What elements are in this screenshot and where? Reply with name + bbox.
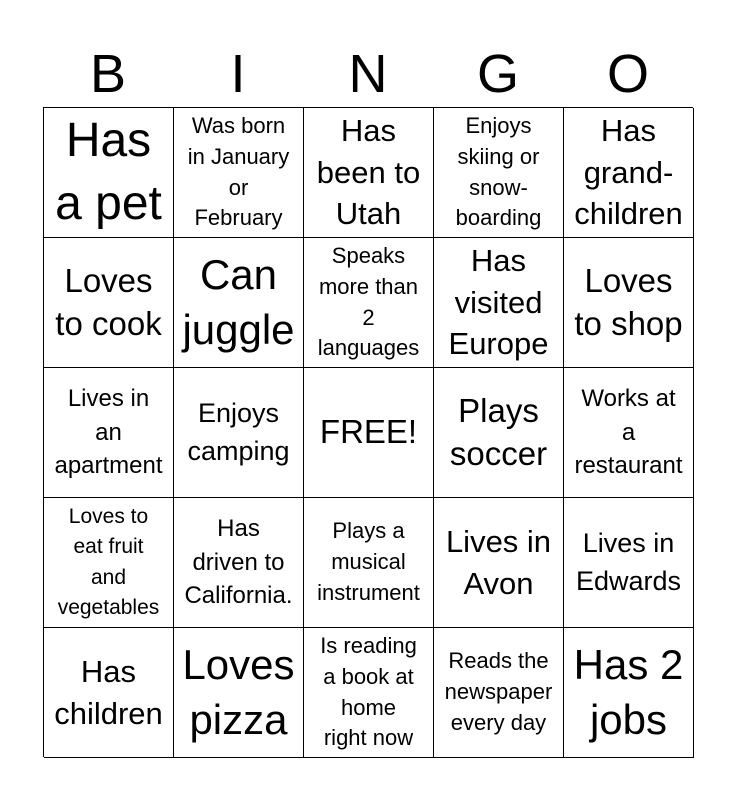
bingo-cell[interactable]: Enjoys camping — [174, 368, 304, 498]
bingo-cell[interactable]: Has children — [44, 628, 174, 758]
bingo-cell[interactable]: Loves to cook — [44, 238, 174, 368]
bingo-cell[interactable]: Lives in Edwards — [564, 498, 694, 628]
bingo-cell[interactable]: Has visited Europe — [434, 238, 564, 368]
bingo-board — [43, 107, 693, 757]
bingo-cell[interactable]: Plays soccer — [434, 368, 564, 498]
bingo-cell[interactable]: Can juggle — [174, 238, 304, 368]
header-letter-o: O — [606, 44, 649, 104]
bingo-cell[interactable]: Loves to shop — [564, 238, 694, 368]
bingo-cell[interactable]: Has been to Utah — [304, 108, 434, 238]
bingo-cell[interactable]: Reads the newspaper every day — [434, 628, 564, 758]
bingo-cell[interactable]: Loves pizza — [174, 628, 304, 758]
bingo-cell[interactable]: Was born in January or February — [174, 108, 304, 238]
bingo-cell[interactable]: Is reading a book at home right now — [304, 628, 434, 758]
bingo-cell[interactable]: Enjoys skiing or snow- boarding — [434, 108, 564, 238]
bingo-header — [43, 40, 693, 108]
bingo-cell[interactable]: Has a pet — [44, 108, 174, 238]
bingo-cell[interactable]: Plays a musical instrument — [304, 498, 434, 628]
free-space-cell[interactable]: FREE! — [304, 368, 434, 498]
bingo-cell[interactable]: Loves to eat fruit and vegetables — [44, 498, 174, 628]
bingo-cell[interactable]: Speaks more than 2 languages — [304, 238, 434, 368]
bingo-cell[interactable]: Lives in Avon — [434, 498, 564, 628]
bingo-cell[interactable]: Has grand- children — [564, 108, 694, 238]
header-letter-n: N — [348, 44, 388, 104]
bingo-cell[interactable]: Has 2 jobs — [564, 628, 694, 758]
bingo-cell[interactable]: Works at a restaurant — [564, 368, 694, 498]
bingo-cell[interactable]: Has driven to California. — [174, 498, 304, 628]
bingo-cell[interactable]: Lives in an apartment — [44, 368, 174, 498]
header-letter-b: B — [89, 44, 127, 104]
header-letter-g: G — [476, 44, 519, 104]
header-letter-i: I — [230, 44, 246, 104]
